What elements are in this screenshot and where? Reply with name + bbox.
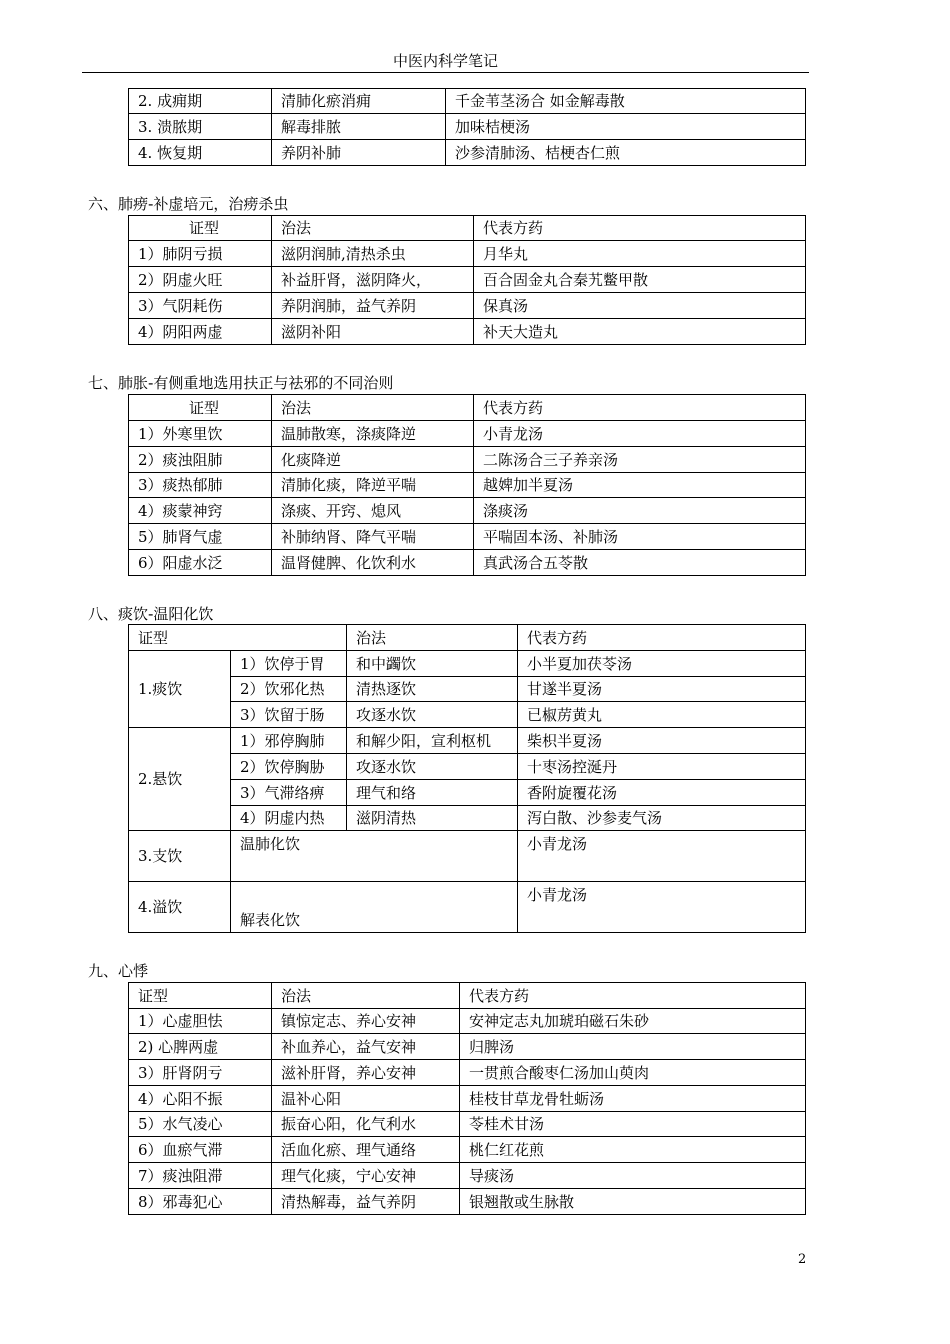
table-cell: 2) 心脾两虚 [129, 1034, 272, 1060]
table-row [129, 1034, 806, 1060]
table-cell: 千金苇茎汤合 如金解毒散 [446, 89, 806, 114]
table-cell: 养阴补肺 [272, 140, 446, 166]
table-cell: 补天大造丸 [474, 319, 806, 345]
table-cell: 保真汤 [474, 293, 806, 319]
table-cell: 3）肝肾阴亏 [129, 1060, 272, 1086]
table-cell: 攻逐水饮 [347, 754, 518, 780]
table-row [129, 1112, 806, 1137]
table-cell: 补血养心，益气安神 [272, 1034, 460, 1060]
table-cell: 理气化痰，宁心安神 [272, 1163, 460, 1189]
table-cell: 小青龙汤 [518, 831, 806, 882]
table-cell: 百合固金丸合秦艽鳖甲散 [474, 267, 806, 293]
table-row [129, 114, 806, 140]
table-cell: 8）邪毒犯心 [129, 1189, 272, 1215]
table-header-row [129, 625, 806, 651]
table-cell: 3）气阴耗伤 [129, 293, 272, 319]
table-cell: 化痰降逆 [272, 447, 474, 473]
table-cell: 桃仁红花煎 [460, 1137, 806, 1163]
table-cell: 2）饮停胸胁 [231, 754, 347, 780]
table-cell: 沙参清肺汤、桔梗杏仁煎 [446, 140, 806, 166]
table-row [129, 651, 806, 677]
table-cell: 温肺散寒，涤痰降逆 [272, 421, 474, 447]
table-cell: 清肺化痰，降逆平喘 [272, 473, 474, 498]
table-cell: 5）肺肾气虚 [129, 524, 272, 550]
table-cell: 攻逐水饮 [347, 702, 518, 728]
table-cell: 2）饮邪化热 [231, 677, 347, 702]
group-cell: 4.溢饮 [129, 882, 231, 933]
table-cell: 加味桔梗汤 [446, 114, 806, 140]
table-row [129, 473, 806, 498]
section-title-9: 九、心悸 [88, 962, 149, 980]
table-row [129, 728, 806, 754]
table-cell: 滋阴补阳 [272, 319, 474, 345]
table-row [129, 421, 806, 447]
lung-abscess-table [128, 88, 806, 166]
table-cell: 和解少阳，宣利枢机 [347, 728, 518, 754]
table-cell: 滋阴润肺,清热杀虫 [272, 241, 474, 267]
table-cell: 1）肺阴亏损 [129, 241, 272, 267]
table-cell: 7）痰浊阻滞 [129, 1163, 272, 1189]
table-cell: 清肺化瘀消痈 [272, 89, 446, 114]
table-row [129, 267, 806, 293]
table-cell: 滋阴清热 [347, 806, 518, 831]
column-header: 治法 [272, 216, 474, 241]
table-cell: 温肺化饮 [231, 831, 518, 882]
table-cell: 4）阴阳两虚 [129, 319, 272, 345]
column-header: 代表方药 [460, 983, 806, 1009]
palpitation-table [128, 982, 806, 1215]
table-row [129, 1009, 806, 1034]
column-header: 代表方药 [518, 625, 806, 651]
table-cell: 香附旋覆花汤 [518, 780, 806, 806]
table-row [129, 677, 806, 702]
table-cell: 真武汤合五苓散 [474, 550, 806, 576]
table-cell: 养阴润肺，益气养阴 [272, 293, 474, 319]
table-cell: 1）饮停于胃 [231, 651, 347, 677]
table-cell: 泻白散、沙参麦气汤 [518, 806, 806, 831]
section-title-6: 六、肺痨-补虚培元，治痨杀虫 [88, 195, 289, 213]
table-cell: 小青龙汤 [518, 882, 806, 933]
tb-table [128, 215, 806, 345]
table-cell: 2）阴虚火旺 [129, 267, 272, 293]
column-header: 证型 [129, 395, 272, 421]
table-cell: 镇惊定志、养心安神 [272, 1009, 460, 1034]
table-header-row [129, 983, 806, 1009]
table-row [129, 1137, 806, 1163]
table-cell: 4）阴虚内热 [231, 806, 347, 831]
table-cell: 解毒排脓 [272, 114, 446, 140]
table-cell: 柴枳半夏汤 [518, 728, 806, 754]
column-header: 治法 [347, 625, 518, 651]
table-cell: 一贯煎合酸枣仁汤加山萸肉 [460, 1060, 806, 1086]
header-rule [82, 72, 809, 73]
group-cell: 1.痰饮 [129, 651, 231, 728]
table-row [129, 780, 806, 806]
table-row [129, 524, 806, 550]
table-cell: 越婢加半夏汤 [474, 473, 806, 498]
column-header: 治法 [272, 983, 460, 1009]
table-row [129, 831, 806, 882]
table-cell: 安神定志丸加琥珀磁石朱砂 [460, 1009, 806, 1034]
page-number: 2 [798, 1252, 807, 1267]
section-title-7: 七、肺胀-有侧重地选用扶正与祛邪的不同治则 [88, 374, 394, 392]
table-row [129, 1163, 806, 1189]
table-cell: 1）邪停胸肺 [231, 728, 347, 754]
table-cell: 2. 成痈期 [129, 89, 272, 114]
table-row [129, 702, 806, 728]
table-cell: 补肺纳肾、降气平喘 [272, 524, 474, 550]
table-cell: 银翘散或生脉散 [460, 1189, 806, 1215]
table-row [129, 293, 806, 319]
table-cell: 温补心阳 [272, 1086, 460, 1112]
group-cell: 2.悬饮 [129, 728, 231, 831]
table-cell: 清热解毒，益气养阴 [272, 1189, 460, 1215]
table-cell: 4）心阳不振 [129, 1086, 272, 1112]
table-cell: 涤痰、开窍、熄风 [272, 498, 474, 524]
table-row [129, 1189, 806, 1215]
table-row [129, 447, 806, 473]
table-cell: 振奋心阳，化气利水 [272, 1112, 460, 1137]
table-cell: 3）痰热郁肺 [129, 473, 272, 498]
table-cell: 小青龙汤 [474, 421, 806, 447]
table-cell: 3）气滞络痹 [231, 780, 347, 806]
table-row [129, 1060, 806, 1086]
table-cell: 二陈汤合三子养亲汤 [474, 447, 806, 473]
table-header-row [129, 216, 806, 241]
table-row [129, 754, 806, 780]
table-cell: 桂枝甘草龙骨牡蛎汤 [460, 1086, 806, 1112]
table-cell: 小半夏加茯苓汤 [518, 651, 806, 677]
section-title-8: 八、痰饮-温阳化饮 [88, 605, 214, 623]
table-row [129, 1086, 806, 1112]
table-cell: 已椒苈黄丸 [518, 702, 806, 728]
table-cell: 温肾健脾、化饮利水 [272, 550, 474, 576]
table-cell: 6）阳虚水泛 [129, 550, 272, 576]
column-header: 证型 [129, 216, 272, 241]
table-cell: 十枣汤控涎丹 [518, 754, 806, 780]
table-cell: 6）血瘀气滞 [129, 1137, 272, 1163]
column-header: 治法 [272, 395, 474, 421]
table-cell: 归脾汤 [460, 1034, 806, 1060]
table-cell: 解表化饮 [231, 882, 518, 933]
column-header: 代表方药 [474, 395, 806, 421]
table-cell: 清热逐饮 [347, 677, 518, 702]
table-cell: 和中蠲饮 [347, 651, 518, 677]
table-row [129, 498, 806, 524]
table-cell: 活血化瘀、理气通络 [272, 1137, 460, 1163]
table-cell: 1）外寒里饮 [129, 421, 272, 447]
table-cell: 1）心虚胆怯 [129, 1009, 272, 1034]
column-header: 证型 [129, 625, 347, 651]
table-cell: 5）水气凌心 [129, 1112, 272, 1137]
table-row [129, 140, 806, 166]
table-row [129, 319, 806, 345]
column-header: 证型 [129, 983, 272, 1009]
table-row [129, 550, 806, 576]
table-row [129, 806, 806, 831]
table-cell: 涤痰汤 [474, 498, 806, 524]
table-row [129, 89, 806, 114]
table-row [129, 241, 806, 267]
table-header-row [129, 395, 806, 421]
table-cell: 导痰汤 [460, 1163, 806, 1189]
lung-distension-table [128, 394, 806, 576]
page-header-title: 中医内科学笔记 [392, 52, 498, 70]
table-cell: 平喘固本汤、补肺汤 [474, 524, 806, 550]
table-cell: 甘遂半夏汤 [518, 677, 806, 702]
table-row [129, 882, 806, 933]
table-cell: 4. 恢复期 [129, 140, 272, 166]
table-cell: 苓桂术甘汤 [460, 1112, 806, 1137]
table-cell: 4）痰蒙神窍 [129, 498, 272, 524]
phlegm-fluid-table [128, 624, 806, 933]
column-header: 代表方药 [474, 216, 806, 241]
table-cell: 月华丸 [474, 241, 806, 267]
table-cell: 滋补肝肾，养心安神 [272, 1060, 460, 1086]
table-cell: 2）痰浊阻肺 [129, 447, 272, 473]
table-cell: 3. 溃脓期 [129, 114, 272, 140]
group-cell: 3.支饮 [129, 831, 231, 882]
table-cell: 理气和络 [347, 780, 518, 806]
table-cell: 3）饮留于肠 [231, 702, 347, 728]
table-cell: 补益肝肾，滋阴降火， [272, 267, 474, 293]
